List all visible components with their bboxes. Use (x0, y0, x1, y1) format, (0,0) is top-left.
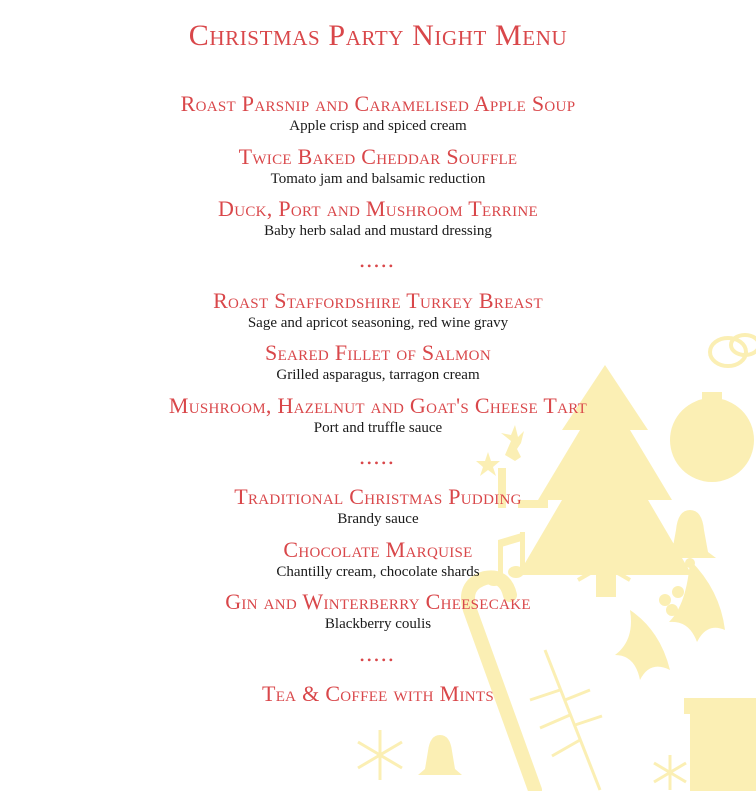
dish-description: Grilled asparagus, tarragon cream (276, 367, 480, 383)
dish-name: Roast Staffordshire Turkey Breast (213, 288, 543, 313)
menu-title: Christmas Party Night Menu (188, 19, 568, 52)
gift-box-icon (684, 698, 756, 791)
dish-description: Blackberry coulis (324, 616, 432, 632)
dish-description: Tomato jam and balsamic reduction (270, 171, 486, 187)
course-separator: ••••• (359, 653, 396, 667)
dish-description: Chantilly cream, chocolate shards (276, 564, 480, 580)
dish-name: Traditional Christmas Pudding (234, 484, 522, 509)
branch-icon (530, 650, 602, 790)
menu-item (0, 196, 756, 241)
dish-description: Apple crisp and spiced cream (289, 118, 467, 134)
dish-description: Brandy sauce (337, 511, 419, 527)
menu-item (0, 288, 756, 333)
menu-item (0, 340, 756, 385)
dish-description: Baby herb salad and mustard dressing (264, 223, 492, 239)
menu-item (0, 91, 756, 136)
dish-name: Gin and Winterberry Cheesecake (225, 589, 531, 614)
dish-name: Twice Baked Cheddar Souffle (238, 144, 518, 169)
dish-name: Roast Parsnip and Caramelised Apple Soup (180, 91, 576, 116)
menu-item (0, 144, 756, 189)
dish-name: Mushroom, Hazelnut and Goat's Cheese Tart (168, 393, 588, 418)
dish-name: Seared Fillet of Salmon (265, 340, 491, 365)
bell-icon (418, 735, 462, 775)
menu-item (0, 484, 756, 529)
menu-item (0, 393, 756, 438)
dish-description: Sage and apricot seasoning, red wine gravy (247, 315, 509, 331)
dish-name: Chocolate Marquise (283, 537, 473, 562)
course-separator: ••••• (359, 456, 396, 470)
snowflake-icon (358, 730, 402, 780)
menu-item (0, 681, 756, 707)
snowflake-icon (654, 755, 686, 790)
finale-item: Tea & Coffee with Mints (261, 681, 494, 706)
menu-item (0, 589, 756, 634)
course-separator: ••••• (359, 259, 396, 273)
dish-name: Duck, Port and Mushroom Terrine (218, 196, 538, 221)
dish-description: Port and truffle sauce (313, 420, 443, 436)
menu-item (0, 537, 756, 582)
